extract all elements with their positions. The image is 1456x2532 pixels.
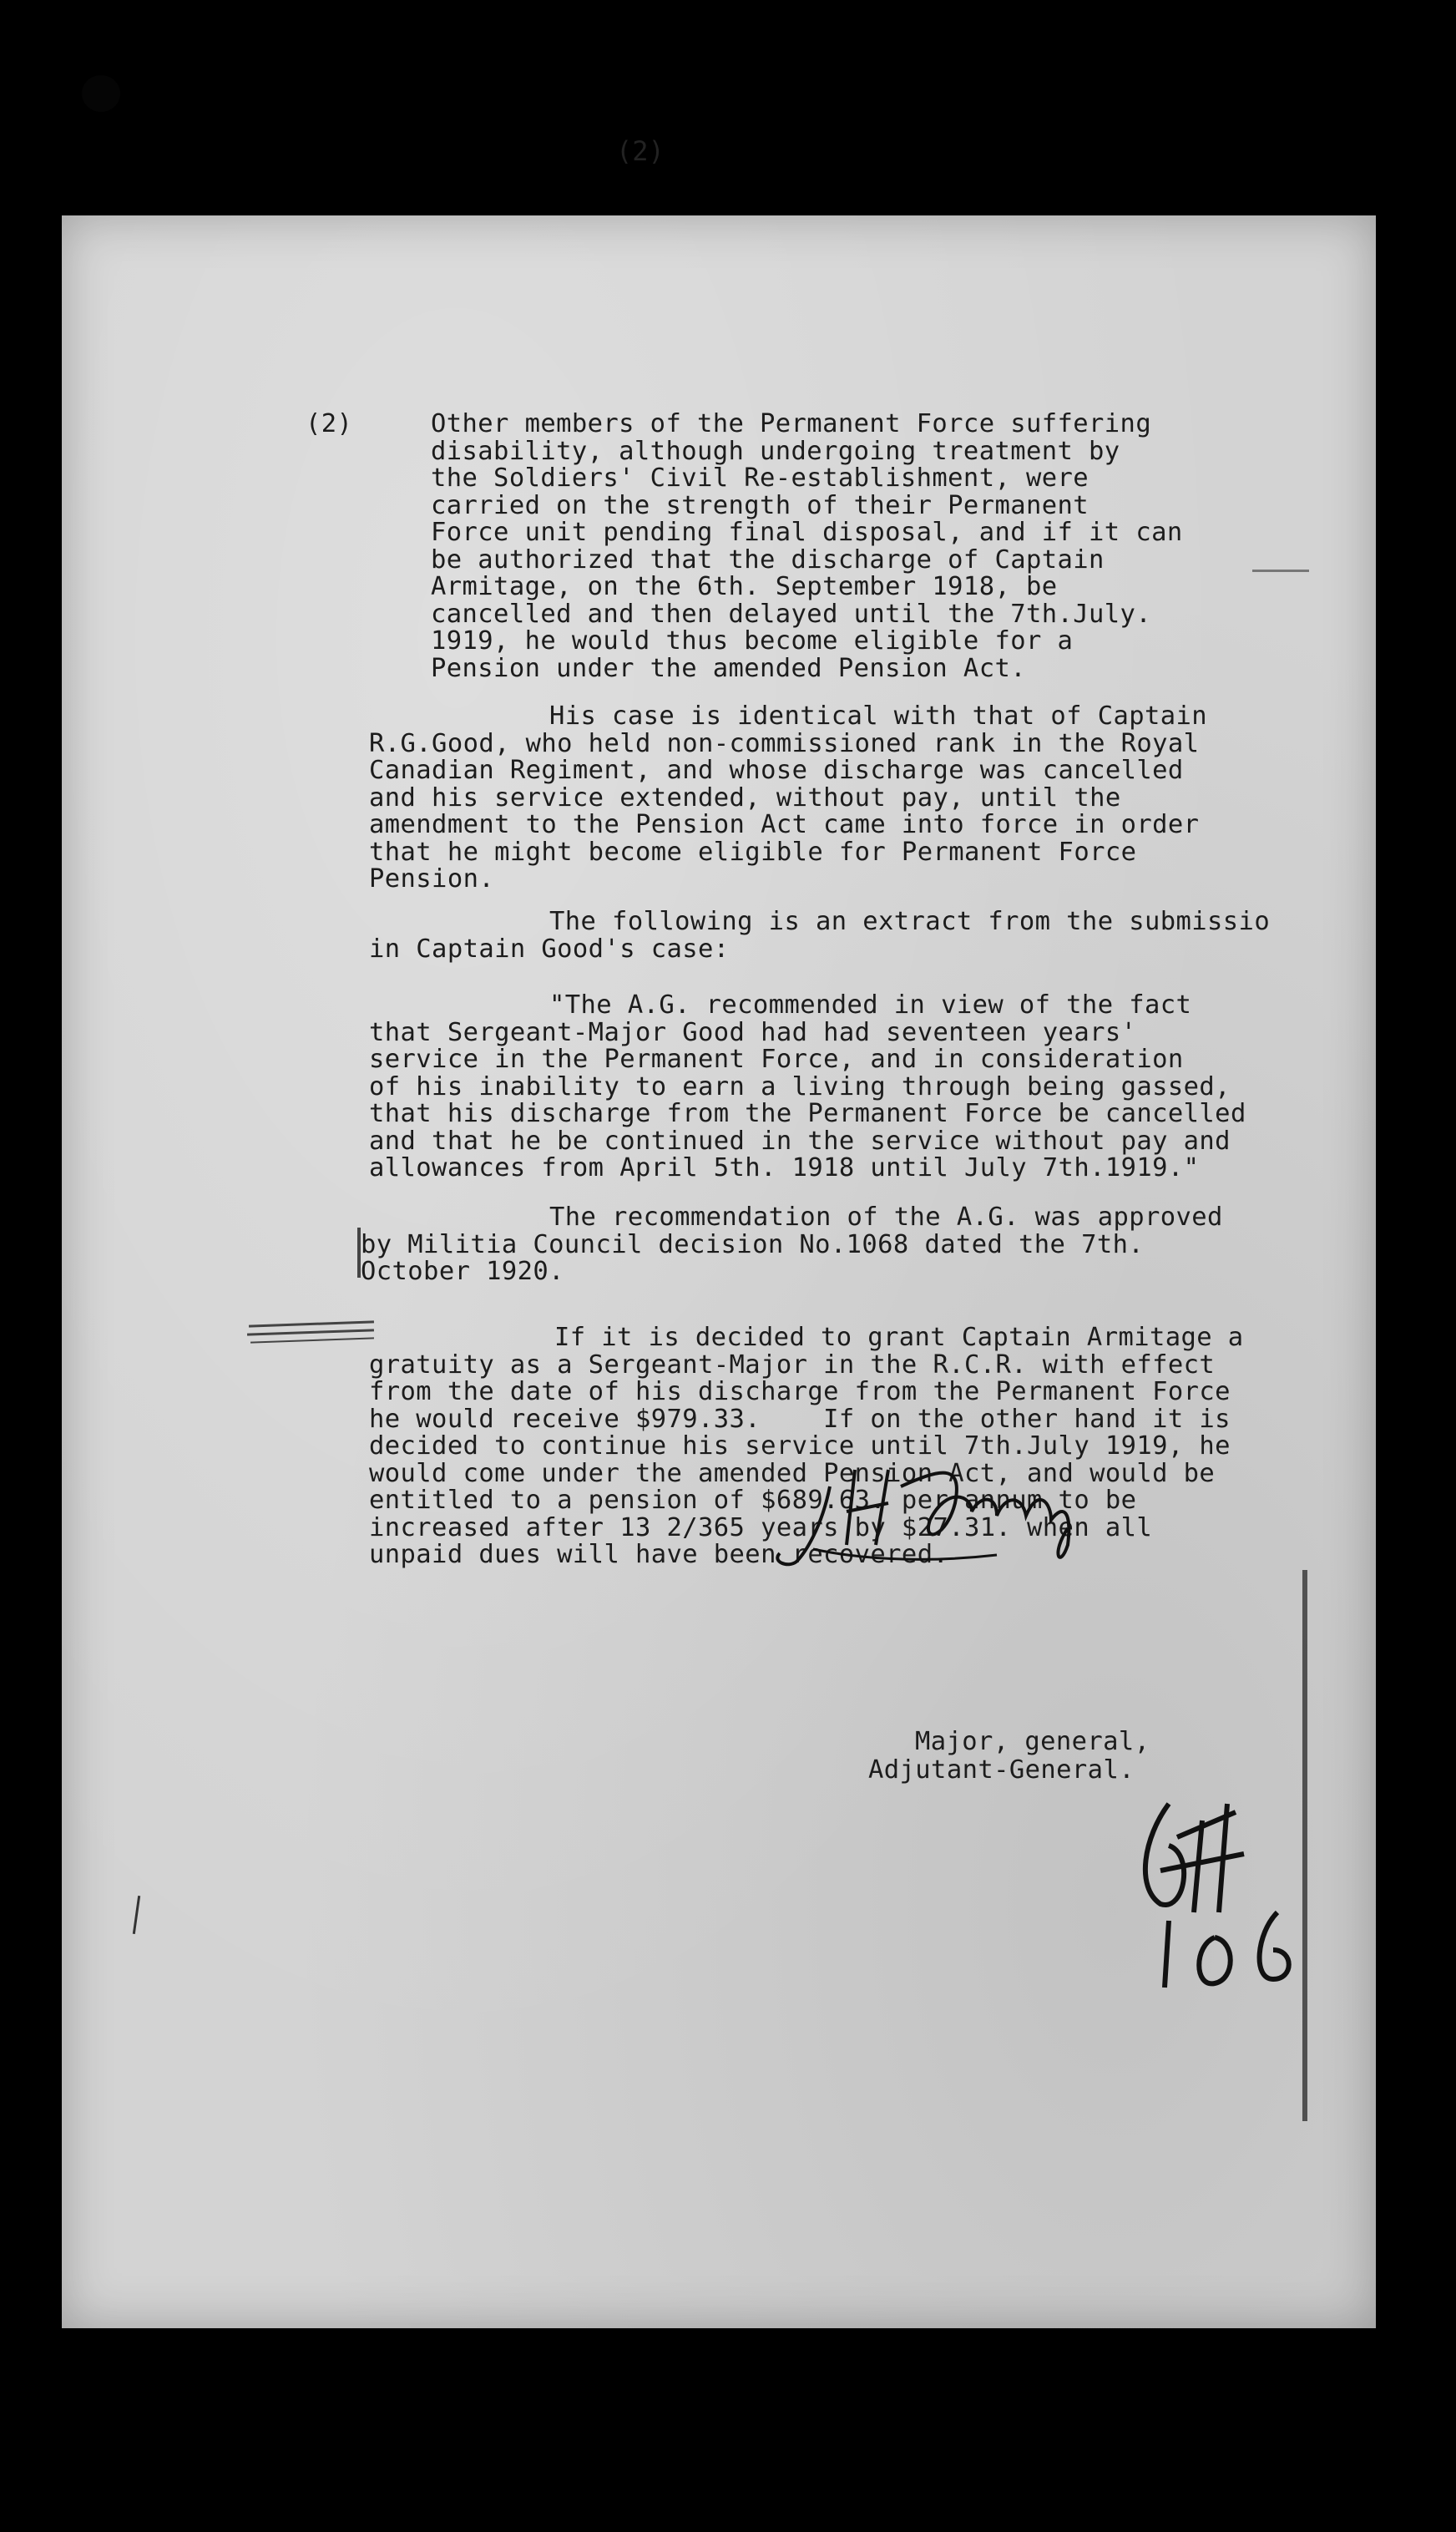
- page-number: (2): [616, 135, 665, 167]
- text-line: Canadian Regiment, and whose discharge was cancelled: [369, 756, 1184, 785]
- folio-number-mark: [1077, 1787, 1327, 2004]
- text-line: R.G.Good, who held non-commissioned rank in the Royal: [369, 728, 1200, 758]
- text-line: by Militia Council decision No.1068 dated the 7th.: [361, 1229, 1145, 1259]
- text-line: The recommendation of the A.G. was approved: [549, 1203, 1223, 1232]
- text-line: cancelled and then delayed until the 7th.July.: [431, 599, 1152, 629]
- text-line: of his inability to earn a living through being gassed,: [369, 1071, 1231, 1101]
- punch-hole: [82, 75, 120, 112]
- text-line: from the date of his discharge from the Permanent Force: [369, 1377, 1231, 1406]
- text-line: that Sergeant-Major Good had had seventeen years': [369, 1017, 1137, 1047]
- text-line: carried on the strength of their Permanent: [431, 490, 1089, 520]
- text-line: he would receive $979.33. If on the other hand it is: [369, 1404, 1231, 1434]
- text-line: that his discharge from the Permanent Force be cancelled: [369, 1099, 1246, 1128]
- signature-rank: Major, general,: [915, 1727, 1150, 1756]
- text-line: increased after 13 2/365 years by $27.31. when all: [369, 1512, 1153, 1542]
- text-line: Other members of the Permanent Force suffering: [431, 409, 1152, 438]
- text-line: disability, although undergoing treatment by: [431, 436, 1120, 466]
- text-line: Pension under the amended Pension Act.: [431, 653, 1026, 683]
- text-line: the Soldiers' Civil Re-establishment, were: [431, 463, 1089, 493]
- margin-bracket: [357, 1228, 361, 1278]
- text-line: His case is identical with that of Captain: [549, 701, 1208, 731]
- signature: [721, 1436, 1189, 1595]
- text-line: and his service extended, without pay, until the: [369, 782, 1121, 813]
- text-line: allowances from April 5th. 1918 until July 7th.1919.": [369, 1153, 1200, 1182]
- text-line: amendment to the Pension Act came into force in order: [369, 810, 1200, 839]
- text-line: gratuity as a Sergeant-Major in the R.C.R. with effect: [369, 1350, 1216, 1380]
- text-line: be authorized that the discharge of Captain: [431, 544, 1105, 575]
- text-line: would come under the amended Pension Act, and would be: [369, 1458, 1216, 1488]
- text-line: If it is decided to grant Captain Armitage a: [554, 1323, 1244, 1352]
- text-line: unpaid dues will have been recovered.: [369, 1540, 949, 1569]
- text-line: October 1920.: [361, 1257, 564, 1286]
- margin-mark: [1252, 570, 1309, 572]
- text-line: and that he be continued in the service without pay and: [369, 1126, 1231, 1156]
- text-line: Armitage, on the 6th. September 1918, be: [431, 572, 1058, 601]
- text-line: "The A.G. recommended in view of the fact: [549, 990, 1192, 1020]
- signature-title: Adjutant-General.: [868, 1755, 1135, 1785]
- paragraph-marker: (2): [306, 409, 353, 438]
- text-line: Pension.: [369, 864, 495, 894]
- text-line: 1919, he would thus become eligible for a: [431, 626, 1074, 656]
- text-line: entitled to a pension of $689.63. per annum to be: [369, 1486, 1137, 1515]
- text-line: The following is an extract from the submissio: [549, 907, 1271, 936]
- text-line: that he might become eligible for Permanent Force: [369, 837, 1137, 867]
- text-line: decided to continue his service until 7th.July 1919, he: [369, 1431, 1231, 1461]
- text-line: Force unit pending final disposal, and if it can: [431, 518, 1183, 547]
- text-line: in Captain Good's case:: [369, 934, 730, 964]
- text-line: service in the Permanent Force, and in consideration: [369, 1045, 1184, 1074]
